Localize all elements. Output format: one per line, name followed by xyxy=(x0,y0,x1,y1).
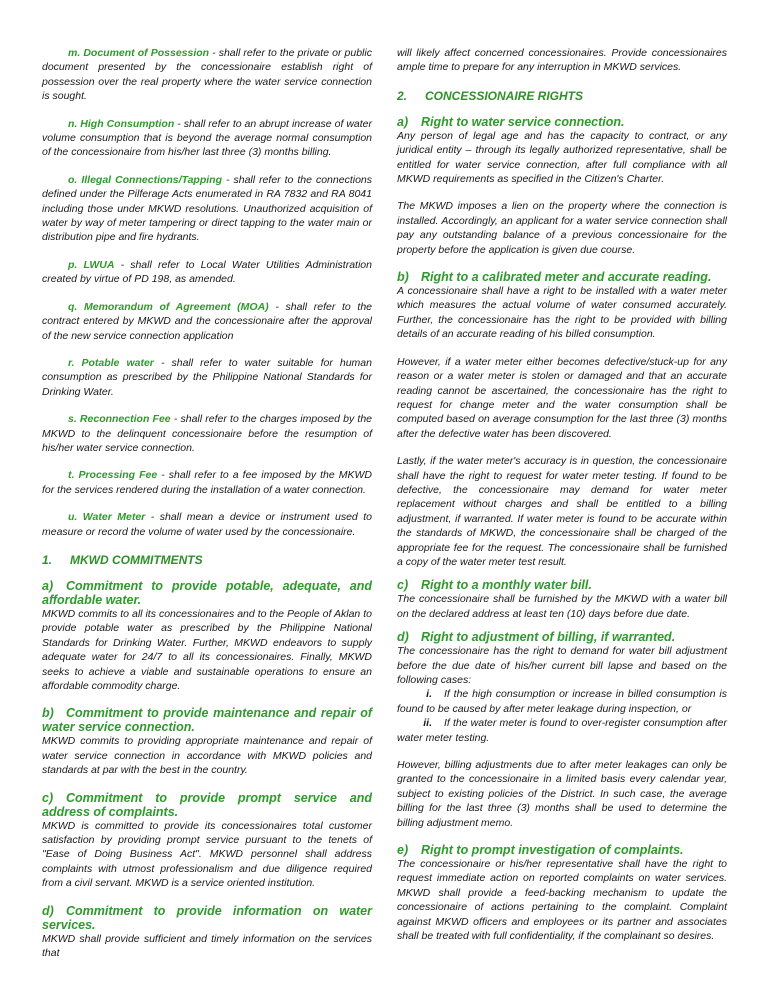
right-a-heading: a) Right to water service connection. xyxy=(397,114,625,129)
commitment-c-body: MKWD is committed to provide its concessionaires total customer satisfaction by providing prompt service pursuant to the tenets of "Ease of Doing Business Act". MKWD personnel shall address complaints with utmost professionalism and due diligence required from a civil servant. MKWD is a service oriented institution. xyxy=(42,819,372,890)
commitment-d-body: MKWD shall provide sufficient and timely information on the services that xyxy=(42,932,372,960)
right-a-p1: Any person of legal age and has the capacity to contract, or any juridical entity – through its legally authorized representative, shall be entitled for water service connection, after full compliance with all MKWD requirements as specified in the Citizen's Charter. xyxy=(397,129,727,186)
right-b-p1: A concessionaire shall have a right to be installed with a water meter which measures the actual volume of water consumed accurately. Further, the concessionaire has the right to be provided with billing details of an accurate reading of his billed consumption. xyxy=(397,285,727,341)
commitment-b-heading: b) Commitment to provide maintenance and repair of water service connection. xyxy=(42,706,372,735)
right-d-case-ii: ii. If the water meter is found to over-register consumption after water meter testing. xyxy=(397,717,727,744)
right-b-p3: Lastly, if the water meter's accuracy is in question, the concessionaire shall have the right to request for water meter testing. If found to be defective, the concessionaire may demand for water meter replacement without charges and shall be entitled to a billing adjustment, if warranted. If water meter is found to be accurate within the standards of MKWD, the concessionaire shall be charged of the appropriate fee for the request. The concessionaire shall be furnished a copy of the water meter test result. xyxy=(397,455,727,568)
right-a-p2: The MKWD imposes a lien on the property where the connection is installed. Accordingly, an applicant for a water service connection shall pay any outstanding balance of a previous concessionaire for the property before the application is given due course. xyxy=(397,200,727,256)
right-c-p1: The concessionaire shall be furnished by the MKWD with a water bill on the declared address at least ten (10) days before due date. xyxy=(397,593,727,620)
definition-p: p. LWUA - shall refer to Local Water Utilities Administration created by virtue of PD 198, as amended. xyxy=(42,258,372,286)
commitment-d-heading: d) Commitment to provide information on water services. xyxy=(42,903,372,932)
definition-t: t. Processing Fee - shall refer to a fee imposed by the MKWD for the services rendered during the installation of a water connection. xyxy=(42,469,372,496)
definition-n: n. High Consumption - shall refer to an abrupt increase of water volume consumption that is beyond the average normal consumption of the concessionaire from his/her last three (3) months billing. xyxy=(42,117,373,159)
right-e-heading: e) Right to prompt investigation of complaints. xyxy=(397,843,684,858)
right-d-heading: d) Right to adjustment of billing, if warranted. xyxy=(397,630,676,645)
continued-intro: will likely affect concerned concessionaires. Provide concessionaires ample time to prepare for any interruption in MKWD services. xyxy=(397,47,727,74)
right-d-p2: However, billing adjustments due to after meter leakages can only be granted to the concessionaire in a limited basis every calendar year, subject to existing policies of the District. In such case, the average billing for the last three (3) months shall be used to determine the billing adjustment memo. xyxy=(397,759,727,829)
right-e-p1: The concessionaire or his/her representative shall have the right to request immediate action on reported complaints on water services. MKWD shall provide a feed-backing mechanism to update the concessionaire of actions pertaining to the complaint. Complaint against MKWD officers and employees or its partner and associates shall be treated with full confidentiality, if the complainant so desires. xyxy=(397,858,727,943)
right-d-p1: The concessionaire has the right to demand for water bill adjustment before the due date of his/her current bill lapse and based on the following cases: xyxy=(397,645,727,686)
section-heading-rights: 2. CONCESSIONAIRE RIGHTS xyxy=(397,88,584,103)
right-b-p2: However, if a water meter either becomes defective/stuck-up for any reason or a water meter is stolen or damaged and that an accurate reading cannot be ascertained, the concessionaire has the right to request for change meter and the water consumption shall be computed based on average consumption for the last three (3) months after the defective water has been discovered. xyxy=(397,355,727,440)
commitment-a-body: MKWD commits to all its concessionaires and to the People of Aklan to provide potable water as prescribed by the Philippine National Standards for Drinking Water. Further, MKWD endeavors to supply adequate water for 24/7 to all its concessionaires. Finally, MKWD seeks to achieve a viable and sustainable operations to ensure an affordable commodity charge. xyxy=(42,607,372,692)
left-column xyxy=(42,46,372,960)
commitment-c-heading: c) Commitment to provide prompt service and address of complaints. xyxy=(42,790,372,819)
definition-m: m. Document of Possession - shall refer to the private or public document presented by the concessionaire establish right of possession over the real property where the water service connection is sought. xyxy=(42,47,372,103)
section-heading-commitments: 1. MKWD COMMITMENTS xyxy=(42,552,203,567)
right-b-heading: b) Right to a calibrated meter and accurate reading. xyxy=(397,270,712,285)
definition-q: q. Memorandum of Agreement (MOA) - shall refer to the contract entered by MKWD and the concessionaire after the approval of the new service connection application xyxy=(42,300,372,342)
definition-u: u. Water Meter - shall mean a device or instrument used to measure or record the volume of water used by the concessionaire. xyxy=(42,511,372,538)
definition-s: s. Reconnection Fee - shall refer to the charges imposed by the MKWD to the delinquent concessionaire before the resumption of his/her water service connection. xyxy=(42,413,372,454)
definition-o: o. Illegal Connections/Tapping - shall refer to the connections defined under the Pilferage Acts enumerated in RA 7832 and RA 8041 including those under MKWD resolutions. Unauthorized acquisition of water by way of meter tampering or direct tapping to the water main or distribution pipe and fire hydrants. xyxy=(42,173,373,244)
right-column xyxy=(397,46,727,944)
commitment-a-heading: a) Commitment to provide potable, adequate, and affordable water. xyxy=(42,578,372,607)
commitment-b-body: MKWD commits to providing appropriate maintenance and repair of water service connection in accordance with MKWD policies and standards at par with the best in the country. xyxy=(42,735,372,777)
definition-r: r. Potable water - shall refer to water suitable for human consumption as prescribed by the Philippine National Standards for Drinking Water. xyxy=(42,356,372,398)
right-d-case-i: i. If the high consumption or increase in billed consumption is found to be caused by after meter leakage during inspection, or xyxy=(397,688,727,715)
right-c-heading: c) Right to a monthly water bill. xyxy=(397,578,592,593)
